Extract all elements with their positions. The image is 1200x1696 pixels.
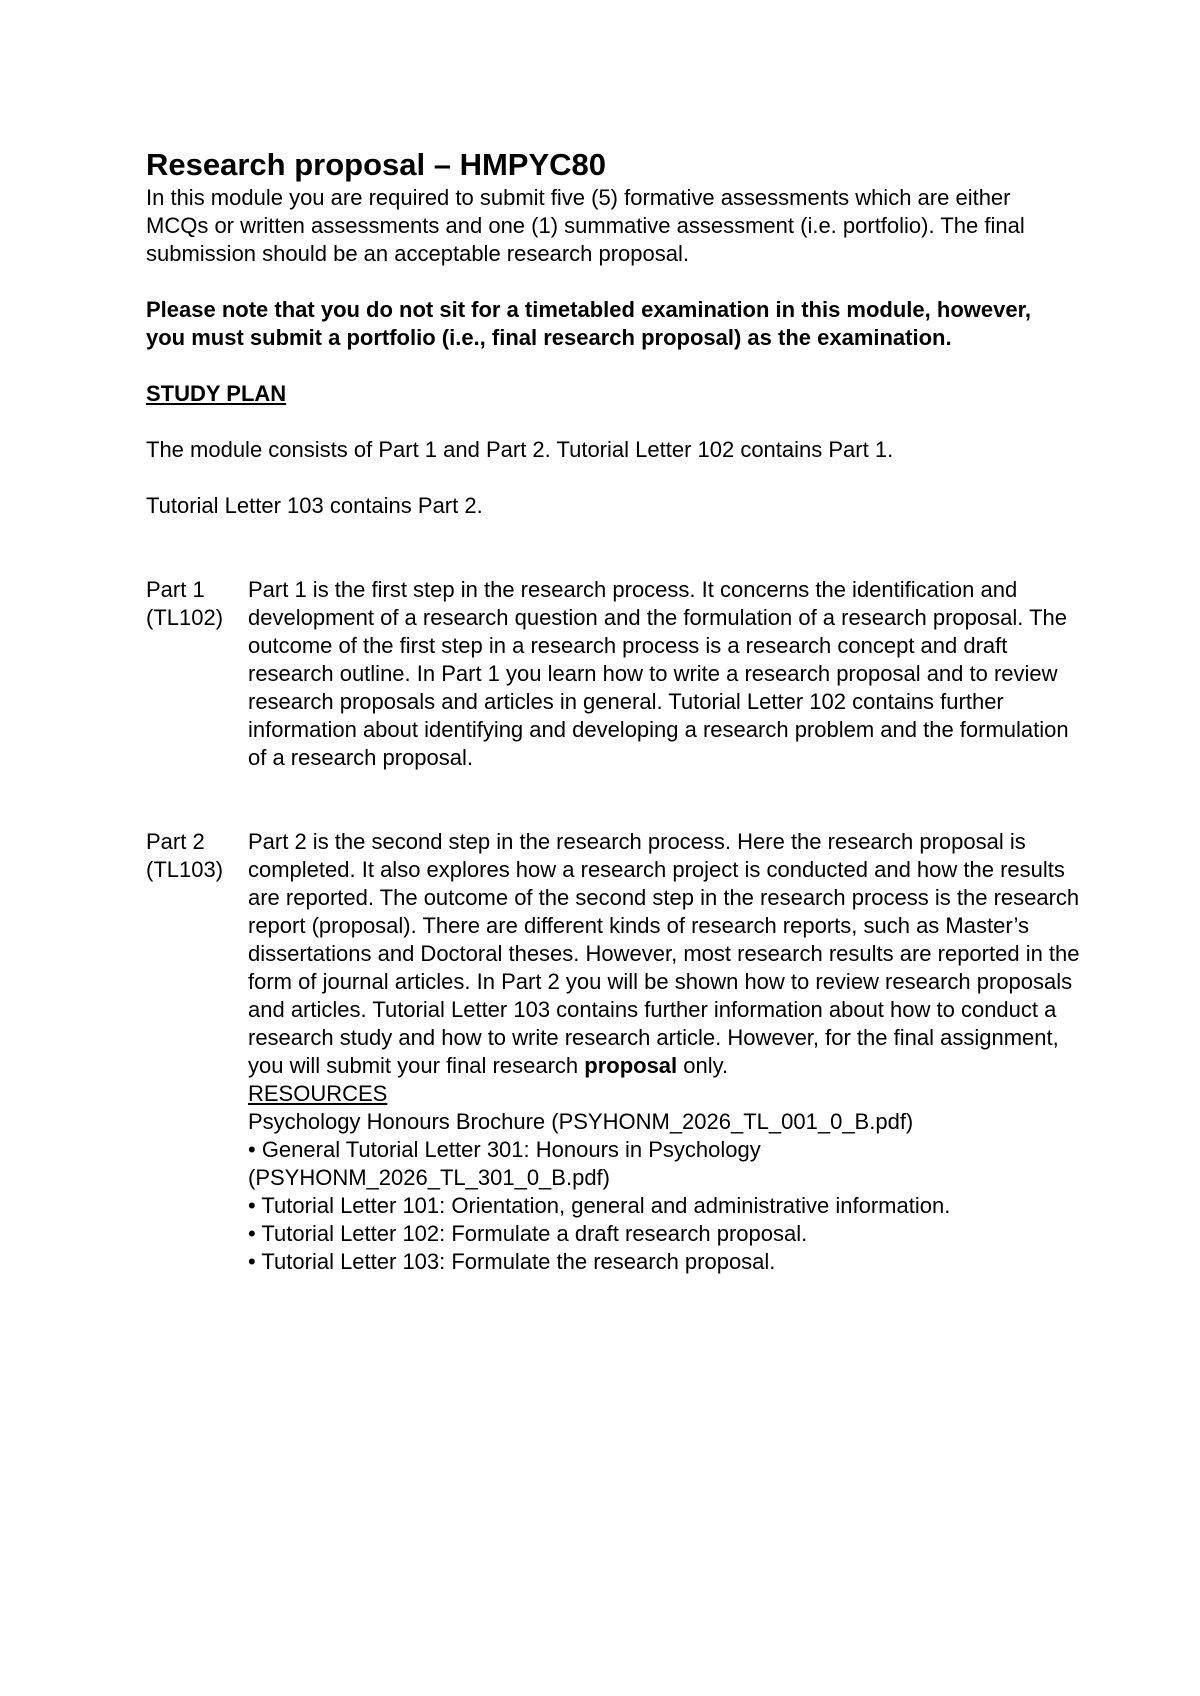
part-1-label-name: Part 1: [146, 577, 205, 602]
part-2-label-name: Part 2: [146, 829, 205, 854]
part-1-label-code: (TL102): [146, 605, 224, 630]
part-2-text-end: only.: [677, 1053, 729, 1078]
document-title: Research proposal – HMPYC80: [146, 147, 607, 182]
resource-item: • Tutorial Letter 101: Orientation, general and administrative information.: [248, 1193, 951, 1218]
study-plan-line-1: The module consists of Part 1 and Part 2. Tutorial Letter 102 contains Part 1.: [146, 437, 894, 462]
resources-brochure: Psychology Honours Brochure (PSYHONM_2026_TL_001_0_B.pdf): [248, 1109, 914, 1134]
part-1-section: [146, 576, 1086, 772]
part-1-description: Part 1 is the first step in the research process. It concerns the identification and development of a research question and the formulation of a research proposal. The outcome of the first step in a research process is a research concept and draft research outline. In Part 1 you learn how to write a research proposal and to review research proposals and articles in general. Tutorial Letter 102 contains further information about identifying and developing a research problem and the formulation of a research proposal.: [248, 577, 1069, 770]
part-2-body: [248, 828, 1086, 1276]
part-2-bold-word: proposal: [584, 1053, 678, 1078]
resources-heading: RESOURCES: [248, 1081, 388, 1106]
part-2-description: [248, 828, 1086, 1080]
resource-item: • Tutorial Letter 103: Formulate the research proposal.: [248, 1249, 776, 1274]
resource-item: • General Tutorial Letter 301: Honours in Psychology (PSYHONM_2026_TL_301_0_B.pdf): [248, 1137, 761, 1190]
resource-item: • Tutorial Letter 102: Formulate a draft research proposal.: [248, 1221, 808, 1246]
part-2-label: [146, 828, 248, 1276]
part-2-text: Part 2 is the second step in the research process. Here the research proposal is completed. It also explores how a research project is conducted and how the results are reported. The outcome of the second step in the research process is the research report (proposal). There are different kinds of research reports, such as Master’s dissertations and Doctoral theses. However, most research results are reported in the form of journal articles. In Part 2 you will be shown how to review research proposals and articles. Tutorial Letter 103 contains further information about how to conduct a research study and how to write research article. However, for the final assignment, you will submit your final research: [248, 829, 1080, 1078]
study-plan-line-2: Tutorial Letter 103 contains Part 2.: [146, 493, 483, 518]
resources-list: [248, 1136, 1086, 1276]
part-1-label: [146, 576, 248, 772]
part-1-body: [248, 576, 1086, 772]
part-2-section: [146, 828, 1086, 1276]
examination-note: Please note that you do not sit for a timetabled examination in this module, however, you must submit a portfolio (i.e., final research proposal) as the examination.: [146, 297, 1032, 350]
part-2-label-code: (TL103): [146, 857, 224, 882]
intro-paragraph: In this module you are required to submit five (5) formative assessments which are either MCQs or written assessments and one (1) summative assessment (i.e. portfolio). The final submission should be an acceptable research proposal.: [146, 185, 1025, 266]
document-page: [146, 146, 1086, 1276]
study-plan-heading: STUDY PLAN: [146, 381, 287, 406]
